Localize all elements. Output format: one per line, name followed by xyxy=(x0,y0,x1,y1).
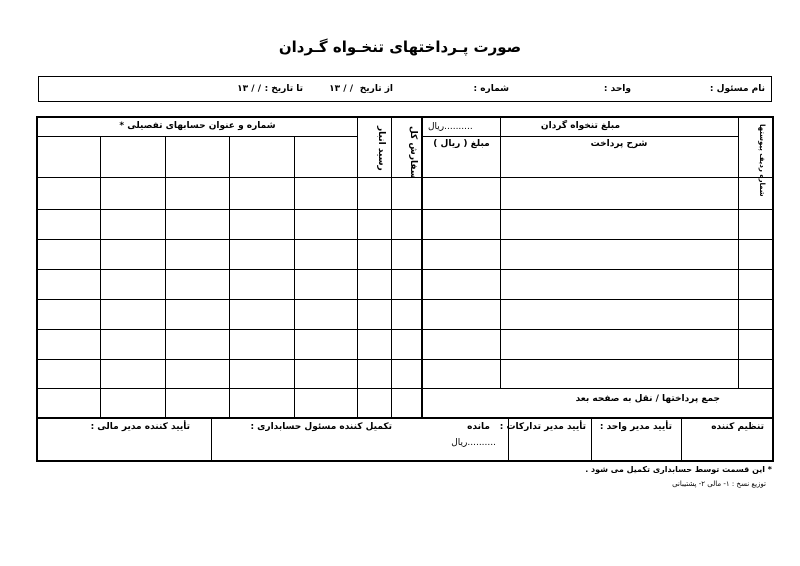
responsible-name-label: نام مسئول : xyxy=(709,84,765,94)
divider xyxy=(38,329,772,330)
procurement-manager-label: تأیید مدیر تدارکات : xyxy=(499,422,586,432)
balance-value: ..........ریال xyxy=(451,438,496,448)
payment-description-header: شرح پرداخت xyxy=(590,139,648,149)
divider xyxy=(421,118,423,418)
divider xyxy=(38,209,772,210)
petty-cash-rial: ..........ریال xyxy=(428,122,473,132)
unit-manager-label: تأیید مدیر واحد : xyxy=(599,422,672,432)
divider xyxy=(38,359,772,360)
distribution-note: توزیع نسخ : ۱- مالی ۲- پشتیبانی xyxy=(672,480,766,488)
divider xyxy=(294,136,295,418)
divider xyxy=(391,118,392,418)
footnote: * این قسمت توسط حسابداری تکمیل می شود . xyxy=(585,465,772,474)
divider xyxy=(681,418,682,462)
detail-accounts-header xyxy=(38,121,357,131)
date-to-label: تا تاریخ : xyxy=(264,84,303,94)
amount-rial-header: مبلغ ( ریال ) xyxy=(433,139,490,149)
number-label: شماره : xyxy=(473,84,509,94)
row-number-attachments-header: شماره ردیف پیوستها xyxy=(758,124,766,197)
divider xyxy=(38,417,772,419)
balance-label: مانده xyxy=(467,422,490,432)
date-from-value: / / ۱۳ xyxy=(329,84,353,94)
unit-label: واحد : xyxy=(603,84,631,94)
divider xyxy=(165,136,166,418)
total-payments-label: جمع پرداختها / نقل به صفحه بعد xyxy=(575,394,720,404)
warehouse-receipt-header: رسید انبار xyxy=(376,126,386,171)
total-order-header: سفارش کل xyxy=(408,126,418,179)
divider xyxy=(738,118,739,388)
date-to-value: / / ۱۳ xyxy=(237,84,261,94)
divider xyxy=(100,136,101,418)
divider xyxy=(38,388,772,389)
divider xyxy=(38,239,772,240)
divider xyxy=(229,136,230,418)
divider xyxy=(591,418,592,462)
finance-manager-label: تأیید کننده مدیر مالی : xyxy=(90,422,190,432)
divider xyxy=(38,136,357,137)
detail-accounts-label: شماره و عنوان حسابهای تفصیلی xyxy=(127,121,276,131)
divider xyxy=(357,118,358,418)
accounting-officer-label: تکمیل کننده مسئول حسابداری : xyxy=(250,422,392,432)
date-from-label: از تاریخ xyxy=(359,84,393,94)
form-title: صورت پـرداختهای تنخـواه گـردان xyxy=(278,38,522,56)
payments-table xyxy=(36,116,774,462)
asterisk-mark: * xyxy=(119,121,125,131)
header-box xyxy=(38,76,772,102)
divider xyxy=(500,118,501,388)
divider xyxy=(211,418,212,462)
prepared-by-label: تنظیم کننده xyxy=(711,422,764,432)
petty-cash-amount-header: مبلغ تنخواه گردان xyxy=(540,121,621,131)
divider xyxy=(38,269,772,270)
divider xyxy=(38,299,772,300)
divider xyxy=(423,136,738,137)
